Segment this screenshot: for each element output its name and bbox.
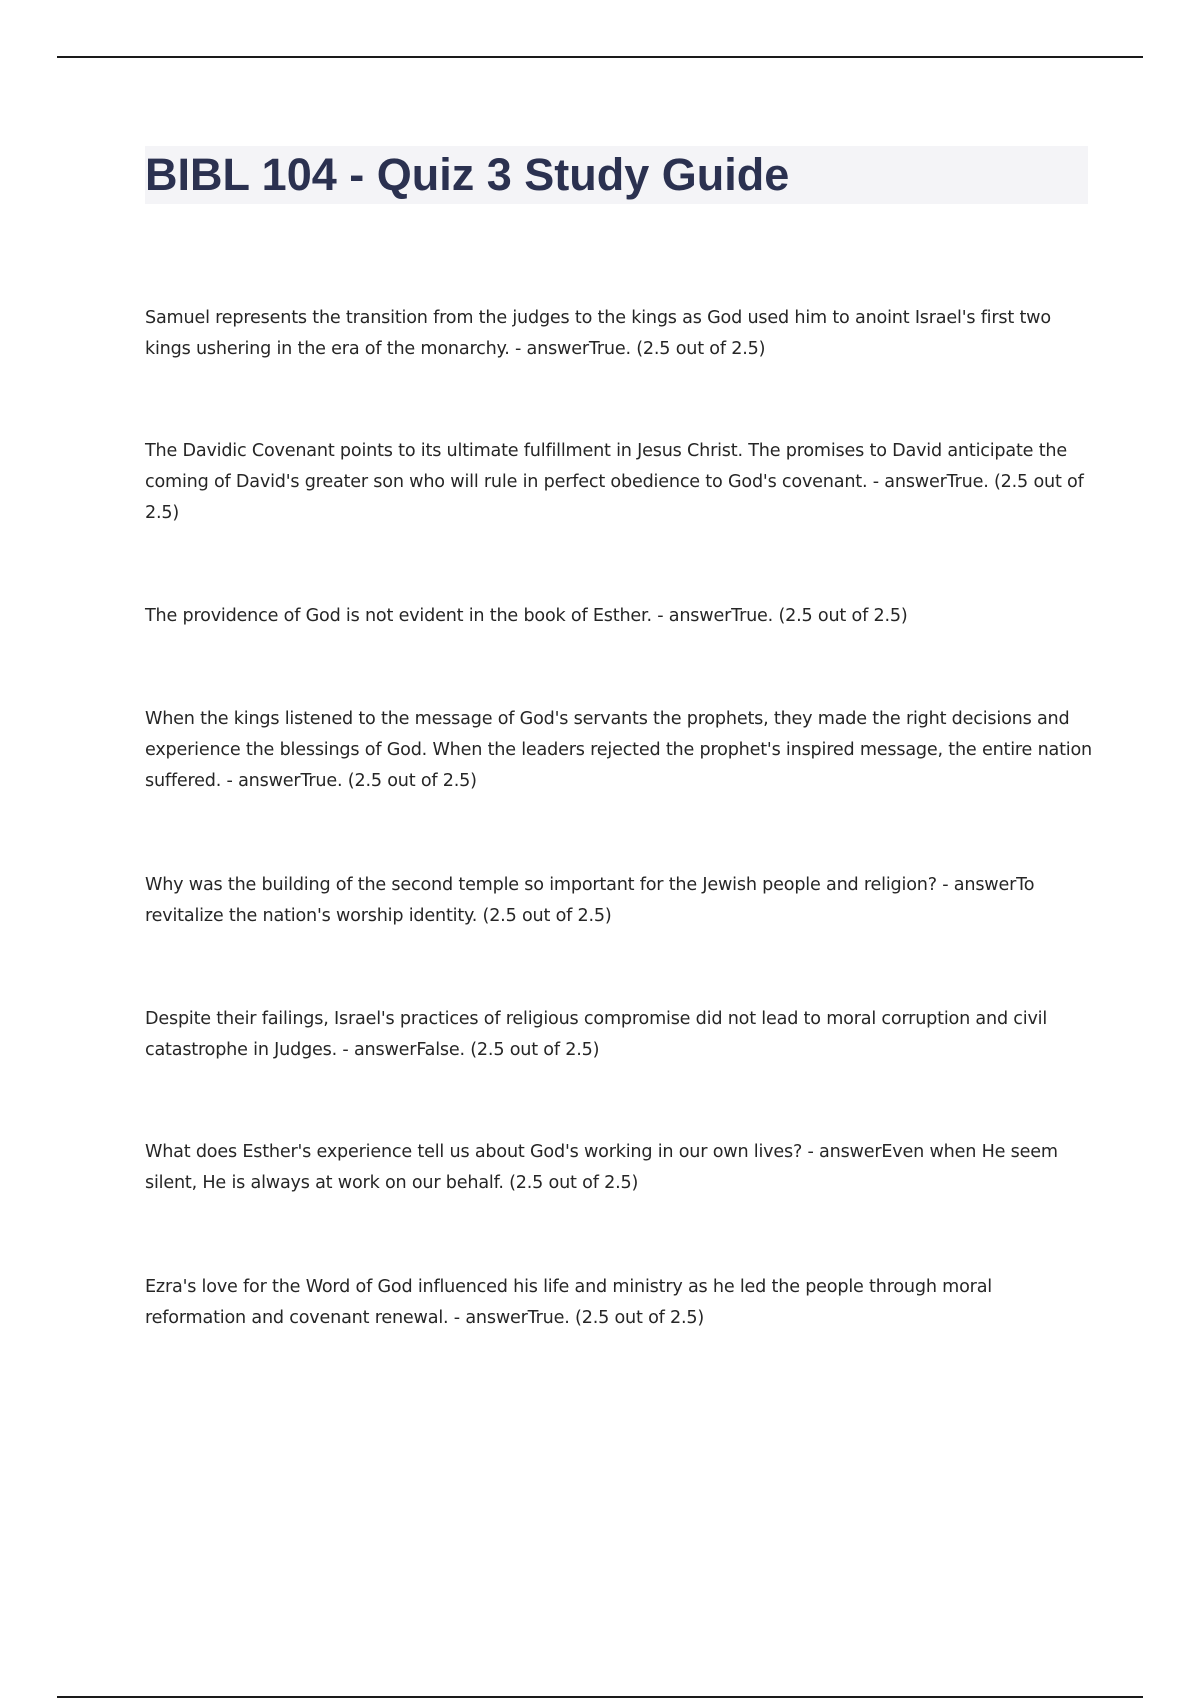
question-answer-item: What does Esther's experience tell us about God's working in our own lives? - answerEven when He seem silent, He is always at work on our behalf. (2.5 out of 2.5) (145, 1142, 1058, 1193)
question-answer-item: The providence of God is not evident in the book of Esther. - answerTrue. (2.5 out of 2.5) (145, 606, 908, 626)
question-answer-item: Why was the building of the second temple so important for the Jewish people and religion? - answerTo revitalize the nation's worship identity. (2.5 out of 2.5) (145, 875, 1035, 926)
question-answer-item: Ezra's love for the Word of God influenced his life and ministry as he led the people through moral reformation and covenant renewal. - answerTrue. (2.5 out of 2.5) (145, 1277, 992, 1328)
question-answer-item: The Davidic Covenant points to its ultimate fulfillment in Jesus Christ. The promises to David anticipate the coming of David's greater son who will rule in perfect obedience to God's covenant. - answerTrue. (2.5 out of 2.5) (145, 441, 1084, 523)
bottom-divider (57, 1696, 1143, 1698)
top-divider (57, 56, 1143, 58)
title-banner (145, 146, 1088, 204)
page-title: BIBL 104 - Quiz 3 Study Guide (145, 149, 790, 200)
question-answer-item: Samuel represents the transition from the judges to the kings as God used him to anoint Israel's first two kings ushering in the era of the monarchy. - answerTrue. (2.5 out of 2.5) (145, 308, 1051, 359)
question-answer-item: Despite their failings, Israel's practices of religious compromise did not lead to moral corruption and civil catastrophe in Judges. - answerFalse. (2.5 out of 2.5) (145, 1009, 1048, 1060)
question-answer-item: When the kings listened to the message of God's servants the prophets, they made the right decisions and experience the blessings of God. When the leaders rejected the prophet's inspired message, the entire nation suffered. - answerTrue. (2.5 out of 2.5) (145, 709, 1093, 791)
